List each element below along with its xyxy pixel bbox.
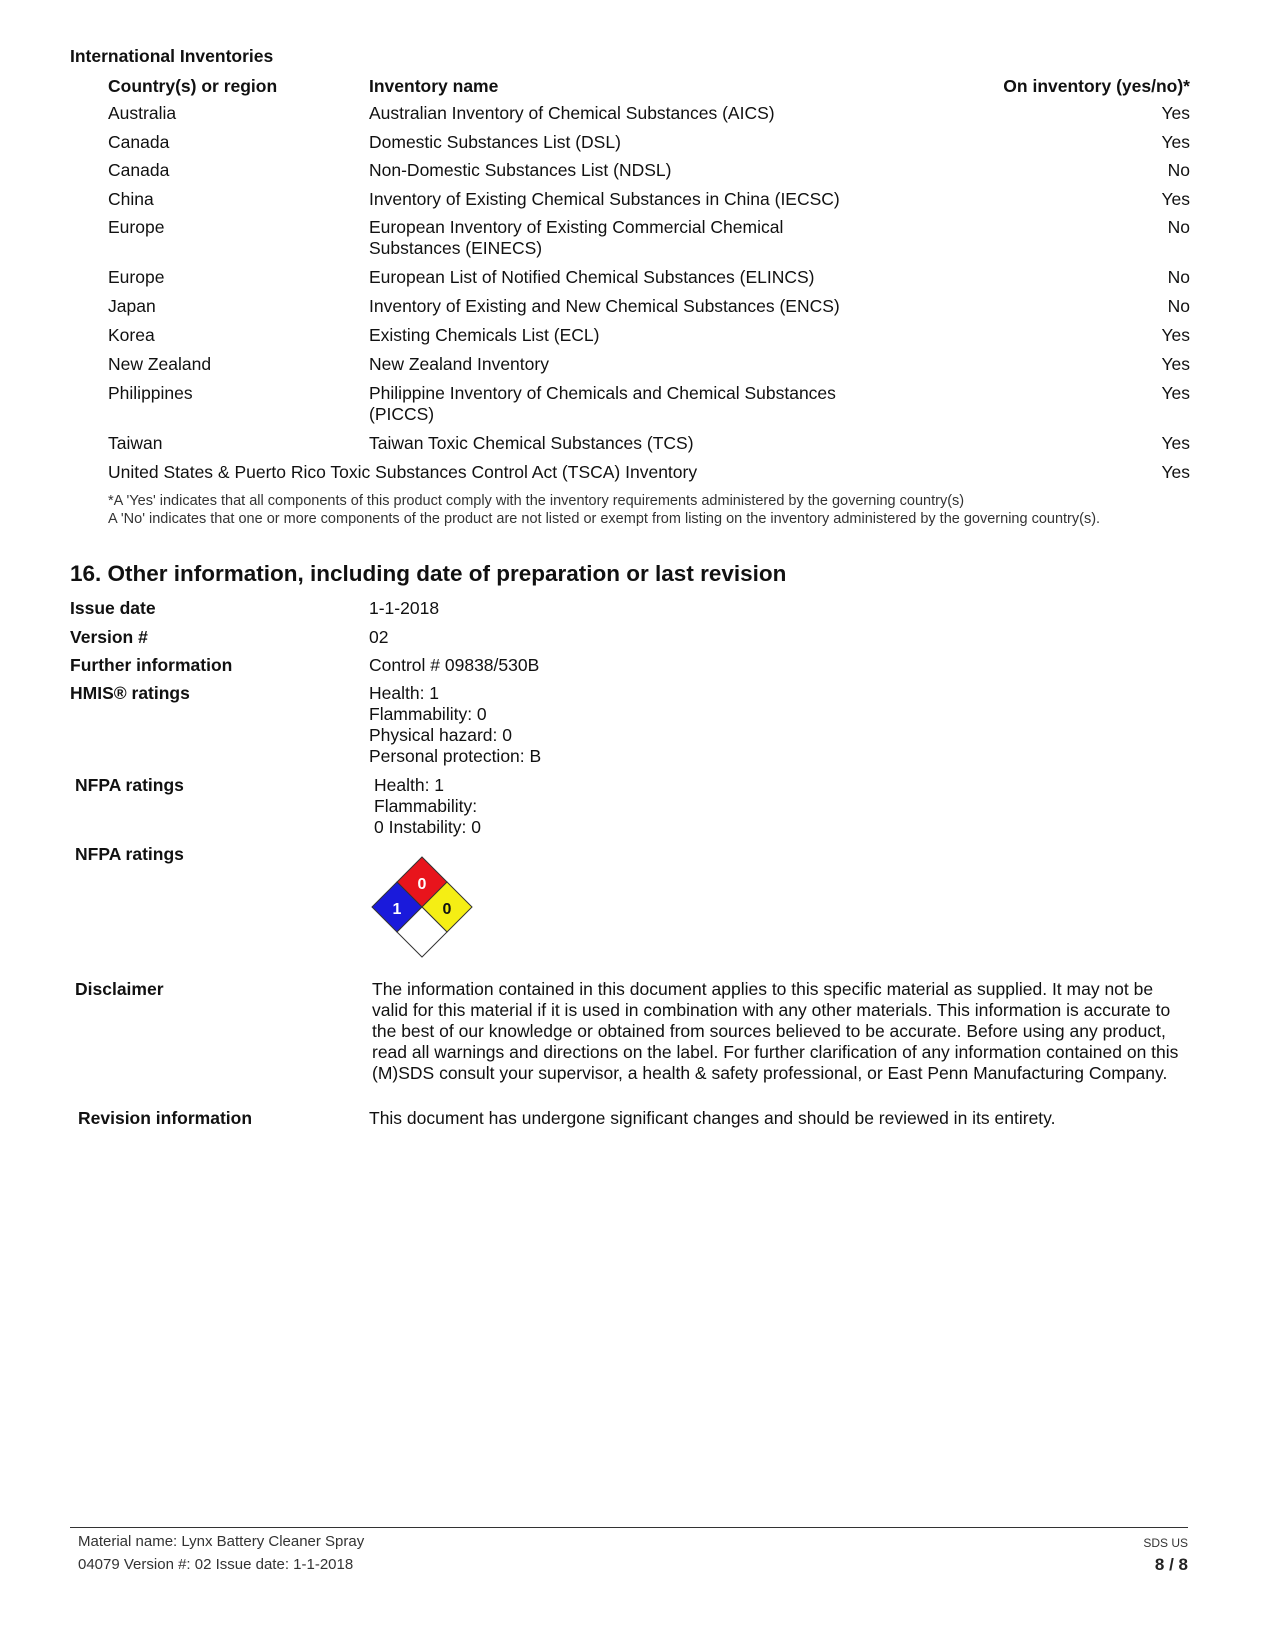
revision-information-text: This document has undergone significant changes and should be reviewed in its entirety. bbox=[369, 1108, 1056, 1128]
table-row-country: Taiwan bbox=[108, 433, 163, 453]
footnote-yes: *A 'Yes' indicates that all components of this product comply with the inventory requirements administered by the governing country(s) bbox=[108, 493, 965, 509]
table-row-on-inventory: Yes bbox=[1161, 383, 1190, 403]
nfpa-health-number: 1 bbox=[392, 901, 402, 918]
revision-information-label: Revision information bbox=[78, 1108, 253, 1128]
hmis-physical-hazard: Physical hazard: 0 bbox=[369, 725, 512, 745]
further-information-label: Further information bbox=[70, 655, 233, 675]
table-row-inventory: Philippine Inventory of Chemicals and Chemical Substances (PICCS) bbox=[369, 383, 836, 424]
nfpa-instability: 0 Instability: 0 bbox=[374, 817, 481, 837]
table-row-country: New Zealand bbox=[108, 354, 212, 374]
nfpa-health: Health: 1 bbox=[374, 775, 445, 795]
table-row-country: Canada bbox=[108, 132, 170, 152]
header-country: Country(s) or region bbox=[108, 76, 278, 96]
table-row-on-inventory: No bbox=[1167, 296, 1190, 316]
table-row-inventory: Existing Chemicals List (ECL) bbox=[369, 325, 600, 345]
nfpa-flammability: Flammability: bbox=[374, 796, 478, 816]
header-inventory-name: Inventory name bbox=[369, 76, 499, 96]
table-row-inventory: Domestic Substances List (DSL) bbox=[369, 132, 621, 152]
table-row-country: Europe bbox=[108, 267, 165, 287]
footer-version-line: 04079 Version #: 02 Issue date: 1-1-2018 bbox=[78, 1556, 354, 1573]
us-inventory-on: Yes bbox=[1161, 462, 1190, 482]
inventories-title: International Inventories bbox=[70, 46, 274, 66]
table-row-on-inventory: No bbox=[1167, 160, 1190, 180]
table-row-inventory: Australian Inventory of Chemical Substances (AICS) bbox=[369, 103, 775, 123]
table-row-on-inventory: Yes bbox=[1161, 103, 1190, 123]
hmis-ratings-values bbox=[369, 683, 541, 767]
disclaimer-label: Disclaimer bbox=[75, 979, 164, 999]
hmis-personal-protection: Personal protection: B bbox=[369, 746, 542, 766]
table-row-country: Australia bbox=[108, 103, 177, 123]
nfpa-flammability-number: 0 bbox=[417, 876, 427, 893]
footer-sds-label: SDS US bbox=[1143, 1536, 1188, 1550]
nfpa-ratings-values bbox=[374, 775, 481, 838]
table-row-inventory: Taiwan Toxic Chemical Substances (TCS) bbox=[369, 433, 694, 453]
table-row-country: Korea bbox=[108, 325, 155, 345]
us-inventory-row: United States & Puerto Rico Toxic Substances Control Act (TSCA) Inventory bbox=[108, 462, 698, 482]
table-row-country: Canada bbox=[108, 160, 170, 180]
table-row-on-inventory: Yes bbox=[1161, 325, 1190, 345]
issue-date-label: Issue date bbox=[70, 598, 156, 618]
issue-date-value: 1-1-2018 bbox=[369, 598, 440, 618]
disclaimer-text: The information contained in this document applies to this specific material as supplied. It may not be valid for this material if it is used in combination with any other materials. This information is accurate to the best of our knowledge or obtained from sources believed to be accurate. Before using any product, read all warnings and directions on the label. For further clarification of any information contained on this (M)SDS consult your supervisor, a health & safety professional, or East Penn Manufacturing Company. bbox=[372, 979, 1179, 1083]
version-label: Version # bbox=[70, 627, 148, 647]
table-row-inventory: Non-Domestic Substances List (NDSL) bbox=[369, 160, 672, 180]
hmis-ratings-label: HMIS® ratings bbox=[70, 683, 190, 703]
footer-material-name: Material name: Lynx Battery Cleaner Spray bbox=[78, 1533, 365, 1550]
version-value: 02 bbox=[369, 627, 389, 647]
table-row-country: China bbox=[108, 189, 154, 209]
hmis-flammability: Flammability: 0 bbox=[369, 704, 487, 724]
table-row-country: Europe bbox=[108, 217, 165, 237]
header-on-inventory: On inventory (yes/no)* bbox=[1003, 76, 1190, 96]
table-row-on-inventory: Yes bbox=[1161, 354, 1190, 374]
hmis-health: Health: 1 bbox=[369, 683, 440, 703]
nfpa-ratings-label: NFPA ratings bbox=[75, 775, 184, 795]
footer-divider bbox=[70, 1527, 1188, 1528]
table-row-country: Japan bbox=[108, 296, 156, 316]
table-row-inventory: New Zealand Inventory bbox=[369, 354, 549, 374]
table-row-inventory: Inventory of Existing and New Chemical Substances (ENCS) bbox=[369, 296, 840, 316]
page-number: 8 / 8 bbox=[1154, 1555, 1188, 1574]
table-row-country: Philippines bbox=[108, 383, 193, 403]
table-row-on-inventory: Yes bbox=[1161, 189, 1190, 209]
table-row-inventory: European List of Notified Chemical Substances (ELINCS) bbox=[369, 267, 815, 287]
section-16-title: 16. Other information, including date of preparation or last revision bbox=[70, 561, 787, 586]
nfpa-diagram-label: NFPA ratings bbox=[75, 844, 184, 864]
nfpa-instability-number: 0 bbox=[442, 901, 452, 918]
table-row-on-inventory: Yes bbox=[1161, 132, 1190, 152]
table-row-on-inventory: No bbox=[1167, 217, 1190, 237]
inventory-footnote bbox=[108, 492, 1188, 528]
table-row-on-inventory: No bbox=[1167, 267, 1190, 287]
further-information-value: Control # 09838/530B bbox=[369, 655, 540, 675]
table-row-on-inventory: Yes bbox=[1161, 433, 1190, 453]
footnote-no: A 'No' indicates that one or more components of the product are not listed or exempt from listing on the inventory administered by the governing country(s). bbox=[108, 511, 1101, 527]
nfpa-diamond-icon bbox=[370, 855, 474, 959]
table-row-inventory: Inventory of Existing Chemical Substances in China (IECSC) bbox=[369, 189, 840, 209]
table-row-inventory: European Inventory of Existing Commercial Chemical Substances (EINECS) bbox=[369, 217, 784, 258]
